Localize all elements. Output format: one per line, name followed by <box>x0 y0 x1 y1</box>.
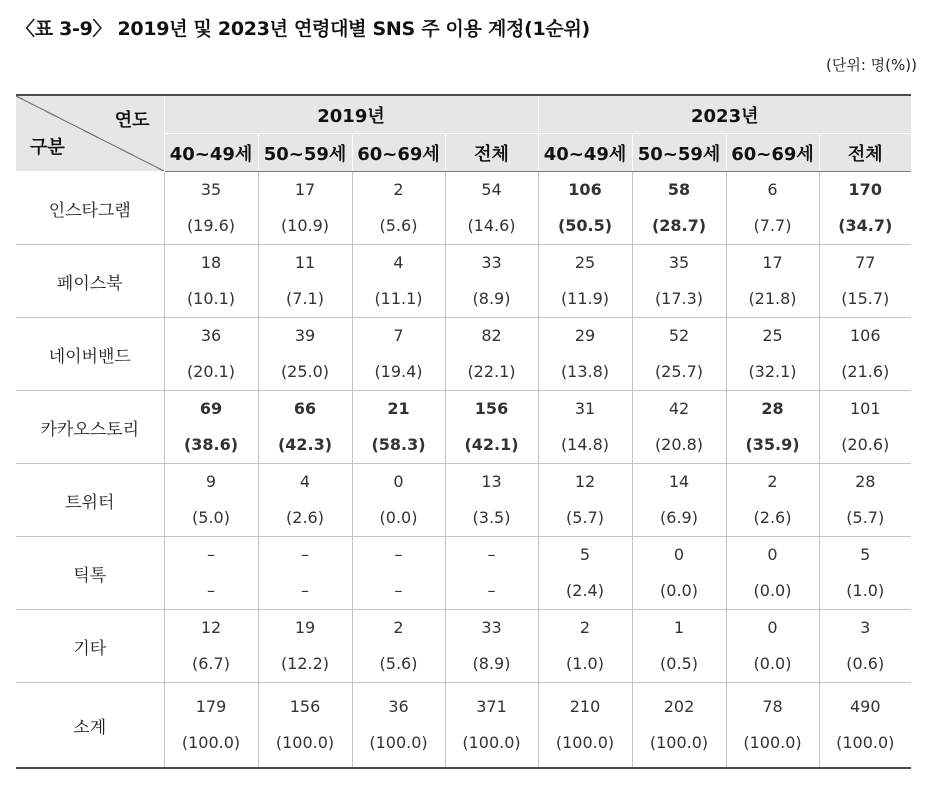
data-cell <box>632 464 726 537</box>
cell-count: 39 <box>294 326 316 345</box>
cell-percent: (28.7) <box>651 216 707 235</box>
age-header: 60~69세 <box>352 134 445 172</box>
cell-count: 2 <box>393 180 404 199</box>
cell-count: 21 <box>387 399 410 418</box>
cell-percent: (1.0) <box>566 654 604 673</box>
header-year-row <box>16 95 911 134</box>
cell-percent: (42.1) <box>464 435 519 454</box>
cell-count: 77 <box>855 253 876 272</box>
cell-count: 156 <box>474 399 509 418</box>
cell-count: 0 <box>393 472 404 491</box>
table-body <box>16 172 911 769</box>
data-cell <box>258 683 352 769</box>
data-cell <box>258 464 352 537</box>
data-cell <box>632 610 726 683</box>
cell-percent: – <box>301 581 309 600</box>
cell-count: – <box>301 545 309 564</box>
data-cell <box>819 172 911 245</box>
cell-count: 9 <box>205 472 217 491</box>
data-cell <box>164 318 258 391</box>
data-cell <box>726 391 819 464</box>
cell-count: 36 <box>388 697 409 716</box>
cell-count: 13 <box>481 472 502 491</box>
cell-percent: (6.7) <box>192 654 230 673</box>
cell-count: 11 <box>294 253 316 272</box>
cell-count: – <box>394 545 403 564</box>
data-cell <box>726 464 819 537</box>
data-cell <box>445 537 538 610</box>
cell-percent: (38.6) <box>183 435 239 454</box>
cell-percent: (7.1) <box>286 289 324 308</box>
cell-count: 28 <box>855 472 876 491</box>
cell-count: 170 <box>848 180 882 199</box>
cell-percent: (5.0) <box>192 508 230 527</box>
cell-count: 371 <box>476 697 507 716</box>
data-cell <box>352 610 445 683</box>
cell-percent: (0.0) <box>660 581 698 600</box>
cell-percent: (5.7) <box>846 508 885 527</box>
data-cell <box>632 391 726 464</box>
cell-percent: (20.1) <box>186 362 236 381</box>
cell-percent: (0.5) <box>660 654 698 673</box>
cell-percent: (32.1) <box>748 362 797 381</box>
age-header: 50~59세 <box>258 134 352 172</box>
cell-count: 25 <box>762 326 783 345</box>
data-cell <box>445 318 538 391</box>
cell-percent: (34.7) <box>838 216 893 235</box>
table-row <box>16 610 911 683</box>
row-label: 페이스북 <box>16 245 164 318</box>
cell-count: 106 <box>849 326 881 345</box>
data-cell <box>258 172 352 245</box>
cell-percent: (100.0) <box>743 733 802 752</box>
data-cell <box>726 318 819 391</box>
table-row <box>16 318 911 391</box>
cell-count: 19 <box>294 618 316 637</box>
age-header: 60~69세 <box>726 134 819 172</box>
table-row <box>16 464 911 537</box>
cell-percent: – <box>207 581 215 600</box>
cell-count: – <box>207 545 215 564</box>
cell-count: 14 <box>668 472 690 491</box>
data-cell <box>819 318 911 391</box>
data-cell <box>538 391 632 464</box>
data-cell <box>726 683 819 769</box>
row-label: 기타 <box>16 610 164 683</box>
cell-count: 7 <box>393 326 404 345</box>
data-cell <box>164 172 258 245</box>
data-cell <box>819 464 911 537</box>
cell-percent: (21.6) <box>841 362 890 381</box>
data-cell <box>164 537 258 610</box>
cell-count: 490 <box>849 697 881 716</box>
cell-count: 78 <box>762 697 783 716</box>
cell-percent: (1.0) <box>846 581 885 600</box>
cell-count: 12 <box>574 472 596 491</box>
cell-count: 4 <box>393 253 404 272</box>
cell-percent: (20.8) <box>654 435 704 454</box>
cell-count: 0 <box>767 618 778 637</box>
cell-percent: (13.8) <box>560 362 610 381</box>
data-cell <box>819 391 911 464</box>
cell-count: 210 <box>569 697 601 716</box>
cell-count: 2 <box>767 472 778 491</box>
cell-percent: (5.6) <box>379 216 418 235</box>
data-cell <box>819 537 911 610</box>
cell-percent: (2.6) <box>286 508 324 527</box>
cell-percent: (11.1) <box>374 289 423 308</box>
cell-percent: (8.9) <box>472 289 511 308</box>
age-header: 전체 <box>819 134 911 172</box>
data-cell <box>258 391 352 464</box>
data-cell <box>538 318 632 391</box>
data-cell <box>164 683 258 769</box>
cell-percent: (22.1) <box>467 362 516 381</box>
data-cell <box>632 537 726 610</box>
data-cell <box>538 245 632 318</box>
cell-count: 54 <box>481 180 502 199</box>
cell-percent: (11.9) <box>560 289 610 308</box>
cell-count: 2 <box>393 618 404 637</box>
row-label: 소계 <box>16 683 164 769</box>
data-cell <box>352 391 445 464</box>
cell-count: 0 <box>673 545 685 564</box>
data-cell <box>819 245 911 318</box>
data-cell <box>726 610 819 683</box>
age-header: 전체 <box>445 134 538 172</box>
cell-percent: (100.0) <box>649 733 709 752</box>
cell-count: 101 <box>849 399 881 418</box>
cell-count: 25 <box>574 253 596 272</box>
unit-note: (단위: 명(%)) <box>826 56 917 74</box>
cell-percent: (100.0) <box>462 733 521 752</box>
row-label: 카카오스토리 <box>16 391 164 464</box>
cell-percent: (7.7) <box>753 216 792 235</box>
age-header: 40~49세 <box>164 134 258 172</box>
cell-percent: (6.9) <box>660 508 698 527</box>
data-cell <box>445 245 538 318</box>
data-cell <box>726 537 819 610</box>
cell-count: 0 <box>767 545 778 564</box>
cell-count: 52 <box>668 326 690 345</box>
cell-count: 42 <box>668 399 690 418</box>
data-cell <box>538 172 632 245</box>
cell-count: 179 <box>195 697 227 716</box>
table-row <box>16 683 911 769</box>
cell-count: 82 <box>481 326 502 345</box>
cell-count: 5 <box>579 545 591 564</box>
cell-count: 3 <box>860 618 871 637</box>
year-header-2019: 2019년 <box>164 95 538 134</box>
data-cell <box>538 537 632 610</box>
row-label: 트위터 <box>16 464 164 537</box>
cell-count: 106 <box>568 180 602 199</box>
cell-percent: (100.0) <box>555 733 615 752</box>
cell-percent: (14.6) <box>467 216 516 235</box>
cell-percent: (8.9) <box>472 654 511 673</box>
cell-percent: (25.7) <box>654 362 704 381</box>
cell-count: 2 <box>579 618 591 637</box>
cell-percent: (19.4) <box>374 362 423 381</box>
data-cell <box>632 245 726 318</box>
cell-count: 17 <box>762 253 783 272</box>
data-cell <box>538 610 632 683</box>
year-header-2023: 2023년 <box>538 95 911 134</box>
cell-count: 35 <box>668 253 690 272</box>
cell-count: 18 <box>200 253 222 272</box>
cell-percent: (50.5) <box>557 216 613 235</box>
data-cell <box>726 245 819 318</box>
cell-count: 4 <box>299 472 311 491</box>
cell-percent: (0.0) <box>379 508 418 527</box>
data-cell <box>445 464 538 537</box>
table-row <box>16 245 911 318</box>
data-cell <box>352 464 445 537</box>
cell-count: 1 <box>673 618 685 637</box>
cell-count: 36 <box>200 326 222 345</box>
data-cell <box>819 610 911 683</box>
cell-percent: (3.5) <box>472 508 511 527</box>
cell-percent: (35.9) <box>745 435 800 454</box>
data-cell <box>632 683 726 769</box>
data-cell <box>632 172 726 245</box>
row-label: 틱톡 <box>16 537 164 610</box>
cell-count: 12 <box>200 618 222 637</box>
cell-percent: (0.6) <box>846 654 885 673</box>
data-cell <box>258 245 352 318</box>
data-cell <box>538 464 632 537</box>
cell-percent: (2.6) <box>753 508 792 527</box>
cell-percent: – <box>487 581 496 600</box>
cell-percent: (0.0) <box>753 581 792 600</box>
sns-usage-table <box>16 94 911 769</box>
cell-percent: (19.6) <box>186 216 236 235</box>
cell-percent: (100.0) <box>369 733 428 752</box>
age-header: 40~49세 <box>538 134 632 172</box>
data-cell <box>164 245 258 318</box>
cell-count: 5 <box>860 545 871 564</box>
cell-count: 202 <box>663 697 695 716</box>
data-cell <box>164 391 258 464</box>
cell-percent: (5.6) <box>379 654 418 673</box>
data-cell <box>352 245 445 318</box>
cell-count: 17 <box>294 180 316 199</box>
cell-count: 69 <box>199 399 223 418</box>
row-label: 인스타그램 <box>16 172 164 245</box>
data-cell <box>164 610 258 683</box>
data-cell <box>352 172 445 245</box>
cell-percent: (25.0) <box>280 362 330 381</box>
data-cell <box>352 683 445 769</box>
cell-count: 58 <box>667 180 691 199</box>
cell-percent: (15.7) <box>841 289 890 308</box>
cell-count: 29 <box>574 326 596 345</box>
corner-year-label: 연도 <box>114 110 150 131</box>
cell-percent: (12.2) <box>280 654 330 673</box>
cell-percent: (58.3) <box>371 435 426 454</box>
data-cell <box>164 464 258 537</box>
row-label: 네이버밴드 <box>16 318 164 391</box>
cell-percent: (5.7) <box>566 508 604 527</box>
cell-percent: (2.4) <box>566 581 604 600</box>
cell-count: 35 <box>200 180 222 199</box>
age-header: 50~59세 <box>632 134 726 172</box>
data-cell <box>352 318 445 391</box>
cell-percent: (100.0) <box>275 733 335 752</box>
cell-percent: (100.0) <box>836 733 895 752</box>
cell-percent: (10.1) <box>186 289 236 308</box>
table-title: 〈표 3-9〉 2019년 및 2023년 연령대별 SNS 주 이용 계정(1순위) <box>16 18 590 40</box>
data-cell <box>726 172 819 245</box>
data-cell <box>352 537 445 610</box>
cell-percent: – <box>394 581 403 600</box>
data-cell <box>819 683 911 769</box>
cell-count: 66 <box>293 399 317 418</box>
corner-category-label: 구분 <box>30 137 65 158</box>
data-cell <box>632 318 726 391</box>
cell-percent: (20.6) <box>841 435 890 454</box>
data-cell <box>258 537 352 610</box>
cell-count: 6 <box>767 180 778 199</box>
cell-percent: (10.9) <box>280 216 330 235</box>
cell-count: 33 <box>481 618 502 637</box>
data-cell <box>258 610 352 683</box>
cell-count: – <box>487 545 496 564</box>
cell-count: 31 <box>574 399 596 418</box>
cell-count: 28 <box>761 399 784 418</box>
data-cell <box>258 318 352 391</box>
cell-count: 33 <box>481 253 502 272</box>
cell-percent: (14.8) <box>560 435 610 454</box>
cell-percent: (0.0) <box>753 654 792 673</box>
cell-percent: (17.3) <box>654 289 704 308</box>
data-cell <box>445 391 538 464</box>
cell-percent: (42.3) <box>277 435 333 454</box>
cell-count: 156 <box>289 697 321 716</box>
data-cell <box>538 683 632 769</box>
data-cell <box>445 610 538 683</box>
table-row <box>16 391 911 464</box>
data-cell <box>445 683 538 769</box>
cell-percent: (21.8) <box>748 289 797 308</box>
table-row <box>16 172 911 245</box>
cell-percent: (100.0) <box>181 733 241 752</box>
table-row <box>16 537 911 610</box>
corner-header <box>16 95 164 172</box>
data-cell <box>445 172 538 245</box>
